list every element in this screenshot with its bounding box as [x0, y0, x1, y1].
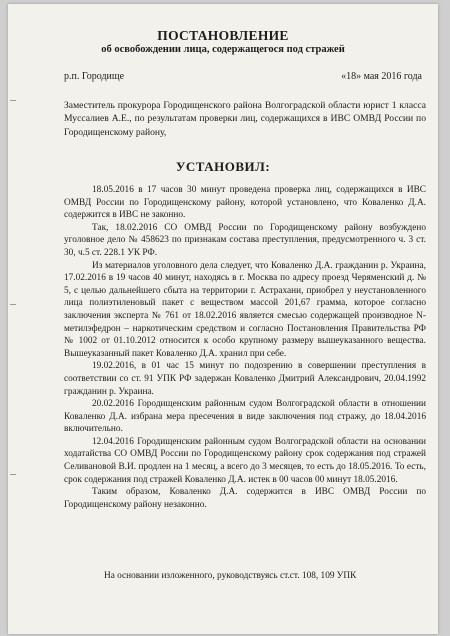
scan-edge-mark: [10, 100, 16, 101]
body-paragraph: 18.05.2016 в 17 часов 30 минут проведена проверка лиц, содержащихся в ИВС ОМВД России по Городищенскому району, которой установлено, что Коваленко Д.А. содержится в ИВС не законно.: [64, 185, 426, 221]
document-page: [8, 4, 438, 634]
document-subtitle: об освобождении лица, содержащегося под стражей: [101, 44, 345, 55]
intro-paragraph: Заместитель прокурора Городищенского района Волгоградской области юрист 1 класса Муссалиев А.Е., по результатам проверки лиц, содержащихся в ИВС ОМВД России по Городищенскому району,: [64, 100, 426, 138]
scan-edge-mark: [10, 304, 16, 305]
scan-edge-mark: [10, 474, 16, 475]
body-paragraph: Из материалов уголовного дела следует, что Коваленко Д.А. гражданин р. Украина, 17.02.2016 в 19 часов 40 минут, находясь в г. Москва по адресу проезд Черяменский д. № 5, с целью дальнейшего сбыта на территории г. Астрахани, приобрел у неустановленного лица полиэтиленовый пакет с веществом массой 201,67 грамма, которое согласно заключения эксперта № 761 от 18.02.2016 является смесью содержащей производное N-метилэфедрон – наркотическим средством и согласно Постановления Правительства РФ № 1002 от 01.10.2012 относится к особо крупному размеру вышеуказанного вещества. Вышеуказанный пакет Коваленко Д.А. хранил при себе.: [64, 260, 426, 359]
footer-text: На основании изложенного, руководствуясь ст.ст. 108, 109 УПК: [104, 571, 357, 581]
document-place: р.п. Городище: [64, 71, 125, 82]
document-body: [64, 184, 426, 511]
body-paragraph: 12.04.2016 Городищенским районным судом Волгоградской области на основании ходатайства СО ОМВД России по Городищенскому району срок содержания под стражей Селивановой В.И. продлен на 1 месяц, а всего до 3 месяцев, то есть до 18.05.2016. То есть, срок содержания под стражей Коваленко Д.А. истек в 00 часов 00 минут 18.05.2016.: [64, 436, 426, 485]
body-paragraph: Так, 18.02.2016 СО ОМВД России по Городищенскому району возбуждено уголовное дело № 458623 по признакам состава преступления, предусмотренного ч. 3 ст. 30, ч.5 ст. 228.1 УК РФ.: [64, 222, 426, 258]
document-title: ПОСТАНОВЛЕНИЕ: [157, 28, 289, 43]
body-paragraph: 19.02.2016, в 01 час 15 минут по подозрению в совершении преступления в соответствии со ст. 91 УПК РФ задержан Коваленко Дмитрий Александрович, 20.04.1992 гражданин р. Украина.: [64, 361, 426, 397]
document-date: «18» мая 2016 года: [341, 71, 422, 82]
body-paragraph: Таким образом, Коваленко Д.А. содержится в ИВС ОМВД России по Городищенскому району незаконно.: [64, 487, 426, 510]
section-heading: УСТАНОВИЛ:: [175, 159, 271, 174]
body-paragraph: 20.02.2016 Городищенским районным судом Волгоградской области в отношении Коваленко Д.А. избрана мера пресечения в виде заключения под стражу, до 18.04.2016 включительно.: [64, 399, 426, 435]
